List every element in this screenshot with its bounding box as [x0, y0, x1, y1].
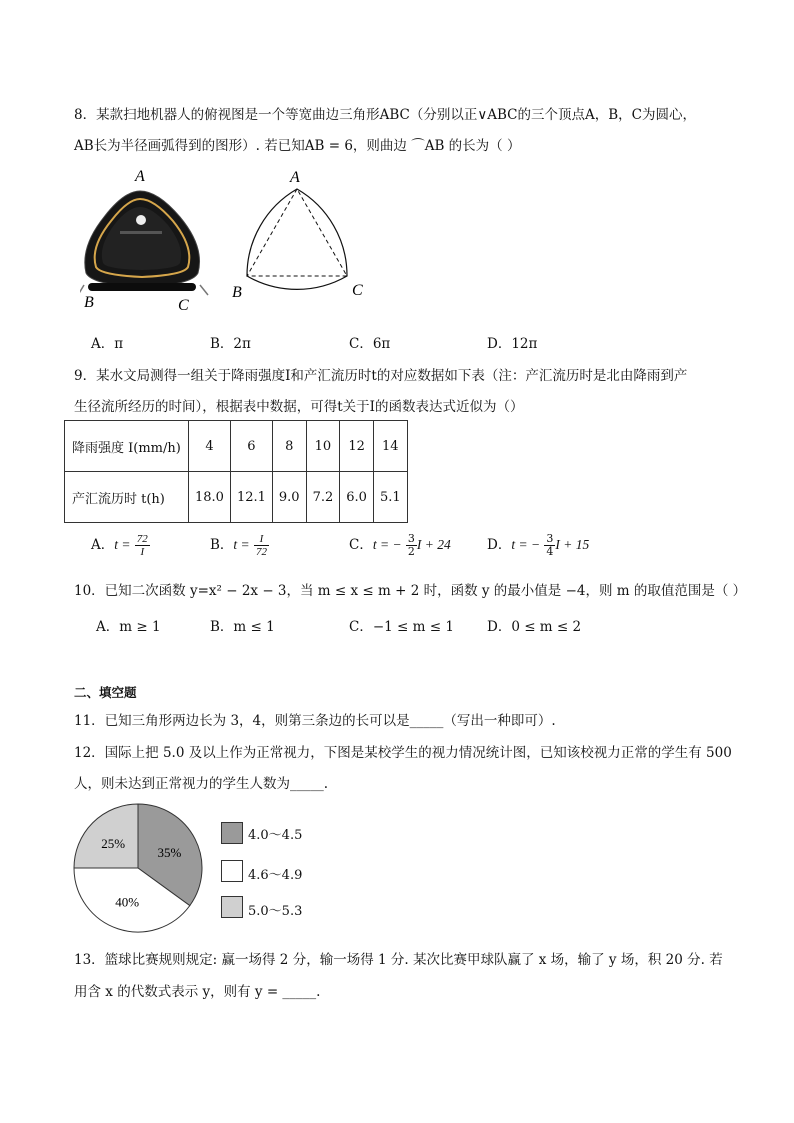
reuleaux-outline [247, 189, 347, 289]
pie-slice-label: 40% [115, 894, 140, 910]
section-heading: 二、填空题 [74, 685, 137, 700]
robot-display [120, 231, 162, 234]
tri-label-b: B [232, 284, 242, 301]
table-row [65, 421, 408, 472]
formula-lhs: t = [233, 537, 250, 552]
legend-swatch-5.0-5.3 [221, 896, 243, 918]
pie-slice-label: 25% [101, 836, 126, 852]
table-cell: 18.0 [189, 472, 231, 523]
formula-lhs: t = − [511, 537, 541, 552]
q8-line2: AB长为半径画弧得到的图形）. 若已知AB = 6，则曲边 ⌒AB 的长为（ ） [74, 138, 521, 154]
fraction [406, 533, 417, 558]
table-header-cell: 降雨强度 I(mm/h) [65, 421, 189, 472]
table-row [65, 472, 408, 523]
fraction-denominator: 2 [407, 545, 415, 558]
reuleaux-triangle-figure [226, 165, 376, 305]
q9-option-a[interactable] [91, 533, 150, 558]
table-cell: 6.0 [340, 472, 374, 523]
q10-option-d[interactable]: D．0 ≤ m ≤ 2 [487, 619, 582, 635]
tri-label-a: A [290, 169, 300, 186]
robot-label-c: C [178, 297, 189, 310]
tri-label-c: C [352, 282, 363, 299]
robot-button-icon [136, 215, 146, 225]
table-cell: 4 [189, 421, 231, 472]
option-letter: B． [210, 537, 234, 553]
table-cell: 7.2 [306, 472, 340, 523]
fraction-numerator: 72 [136, 533, 148, 545]
vision-pie-chart [70, 800, 210, 940]
q9-option-d[interactable] [487, 533, 589, 558]
q13-line1: 13．篮球比赛规则规定: 赢一场得 2 分，输一场得 1 分. 某次比赛甲球队赢了 x 场，输了 y 场，积 20 分. 若 [74, 952, 723, 968]
q10-option-b[interactable]: B．m ≤ 1 [210, 619, 275, 635]
table-cell: 12 [340, 421, 374, 472]
q11-line: 11．已知三角形两边长为 3，4，则第三条边的长可以是_____（写出一种即可）. [74, 713, 556, 729]
q10-line1: 10．已知二次函数 y=x² − 2x − 3，当 m ≤ x ≤ m + 2 时，函数 y 的最小值是 −4，则 m 的取值范围是（ ） [74, 583, 747, 599]
formula-lhs: t = [114, 537, 131, 552]
legend-label: 5.0～5.3 [248, 904, 303, 919]
fraction-denominator: 4 [546, 545, 554, 558]
fraction [254, 533, 269, 558]
robot-label-a: A [135, 168, 145, 185]
q12-line2: 人，则未达到正常视力的学生人数为_____. [74, 776, 329, 792]
legend-label: 4.6～4.9 [248, 868, 303, 883]
legend-label: 4.0～4.5 [248, 828, 303, 843]
table-cell: 8 [272, 421, 306, 472]
option-letter: D． [487, 537, 512, 553]
table-cell: 10 [306, 421, 340, 472]
fraction [544, 533, 555, 558]
q12-line1: 12．国际上把 5.0 及以上作为正常视力，下图是某校学生的视力情况统计图，已知该校视力正常的学生有 500 [74, 745, 732, 761]
option-letter: A． [91, 537, 115, 553]
inner-triangle-dashed [247, 189, 347, 276]
table-cell: 5.1 [373, 472, 407, 523]
formula-rhs: I + 15 [555, 537, 590, 552]
table-cell: 14 [373, 421, 407, 472]
robot-brush-right [200, 285, 208, 295]
table-cell: 6 [230, 421, 272, 472]
q8-line1: 8．某款扫地机器人的俯视图是一个等宽曲边三角形ABC（分别以正∨ABC的三个顶点A，B，C为圆心， [74, 107, 696, 123]
table-header-cell: 产汇流历时 t(h) [65, 472, 189, 523]
table-cell: 9.0 [272, 472, 306, 523]
q10-option-a[interactable]: A．m ≥ 1 [96, 619, 161, 635]
q9-line1: 9．某水文局测得一组关于降雨强度I和产汇流历时t的对应数据如下表（注：产汇流历时是北由降雨到产 [74, 368, 688, 384]
option-letter: C． [349, 537, 373, 553]
q8-option-c[interactable]: C．6π [349, 336, 391, 352]
formula-lhs: t = − [372, 537, 402, 552]
q9-line2: 生径流所经历的时间），根据表中数据，可得t关于I的函数表达式近似为（） [74, 399, 524, 415]
fraction-denominator: 72 [255, 546, 267, 558]
legend-swatch-4.6-4.9 [221, 860, 243, 882]
legend-swatch-4.0-4.5 [221, 822, 243, 844]
fraction [135, 533, 150, 558]
robot-label-b: B [84, 294, 94, 310]
q13-line2: 用含 x 的代数式表示 y，则有 y = _____. [74, 984, 321, 1000]
pie-slice-label: 35% [157, 845, 182, 861]
rainfall-table [64, 420, 408, 523]
robot-base [88, 283, 196, 291]
fraction-numerator: I [254, 533, 269, 546]
q8-option-d[interactable]: D．12π [487, 336, 538, 352]
q10-option-c[interactable]: C．−1 ≤ m ≤ 1 [349, 619, 454, 635]
robot-image [80, 165, 220, 310]
q8-option-b[interactable]: B．2π [210, 336, 251, 352]
q9-option-b[interactable] [210, 533, 269, 558]
formula-rhs: I + 24 [416, 537, 451, 552]
fraction-denominator: I [140, 546, 145, 558]
q8-option-a[interactable]: A．π [91, 336, 124, 352]
fraction-numerator: 3 [407, 532, 415, 545]
table-cell: 12.1 [230, 472, 272, 523]
fraction-numerator: 3 [546, 532, 554, 545]
q9-option-c[interactable] [349, 533, 451, 558]
